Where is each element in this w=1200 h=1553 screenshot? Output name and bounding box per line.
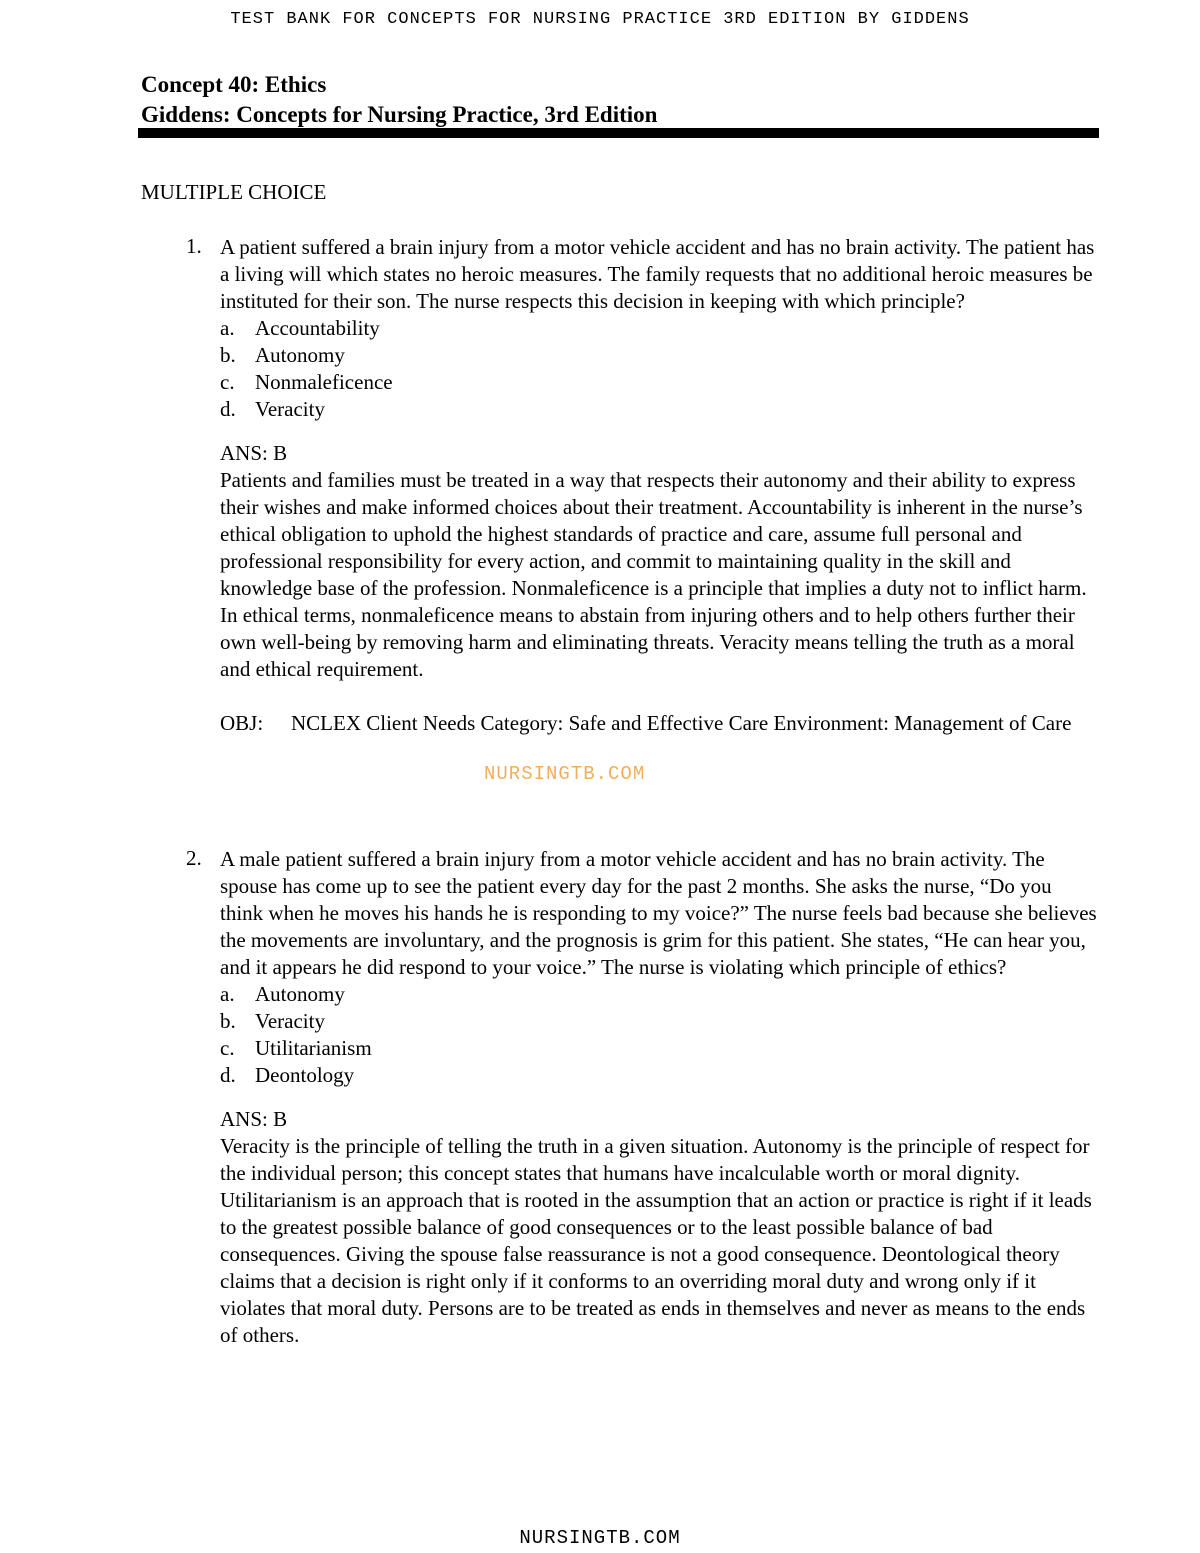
running-header: TEST BANK FOR CONCEPTS FOR NURSING PRACTICE 3RD EDITION BY GIDDENS xyxy=(230,10,970,29)
section-title: MULTIPLE CHOICE xyxy=(141,180,327,204)
answer-key: ANS: B xyxy=(220,1107,288,1131)
footer-watermark: NURSINGTB.COM xyxy=(519,1527,681,1549)
option-text: Veracity xyxy=(255,397,325,421)
question-stem: A male patient suffered a brain injury from a motor vehicle accident and has no brain activity. The spouse has come up to see the patient every day for the past 2 months. She asks the nurse, “Do you think when he moves his hands he is responding to my voice?” The nurse feels bad because she believes the movements are involuntary, and the prognosis is grim for this patient. She states, “He can hear you, and it appears he did respond to your voice.” The nurse is violating which principle of ethics? xyxy=(220,847,1097,979)
objective-text: NCLEX Client Needs Category: Safe and Effective Care Environment: Management of Care xyxy=(291,711,1072,735)
option-item xyxy=(220,1008,1100,1035)
option-item xyxy=(220,1062,1100,1089)
answer-rationale: Veracity is the principle of telling the truth in a given situation. Autonomy is the principle of respect for the individual person; this concept states that humans have incalculable worth or moral dignity. Utilitarianism is an approach that is rooted in the assumption that an action or practice is right if it leads to the greatest possible balance of good consequences or to the least possible balance of bad consequences. Giving the spouse false reassurance is not a good consequence. Deontological theory claims that a decision is right only if it conforms to an overriding moral duty and wrong only if it violates that moral duty. Persons are to be treated as ends in themselves and never as means to the ends of others. xyxy=(220,1134,1092,1347)
option-letter: b. xyxy=(220,1009,236,1033)
option-item xyxy=(220,369,1100,396)
option-letter: d. xyxy=(220,1063,236,1087)
option-letter: a. xyxy=(220,316,235,340)
option-item xyxy=(220,315,1100,342)
option-item xyxy=(220,981,1100,1008)
answer-options xyxy=(220,981,1100,1089)
objective xyxy=(220,710,1100,737)
question-1 xyxy=(220,234,1100,737)
option-text: Accountability xyxy=(255,316,380,340)
option-letter: d. xyxy=(220,397,236,421)
book-title: Giddens: Concepts for Nursing Practice, 3rd Edition xyxy=(141,102,658,127)
option-text: Utilitarianism xyxy=(255,1036,372,1060)
document-title xyxy=(141,70,657,130)
option-letter: c. xyxy=(220,1036,235,1060)
option-item xyxy=(220,396,1100,423)
option-letter: c. xyxy=(220,370,235,394)
answer-options xyxy=(220,315,1100,423)
concept-title: Concept 40: Ethics xyxy=(141,72,327,97)
option-item xyxy=(220,1035,1100,1062)
answer-key: ANS: B xyxy=(220,441,288,465)
option-text: Autonomy xyxy=(255,343,345,367)
question-number: 2. xyxy=(186,846,202,870)
question-number: 1. xyxy=(186,234,202,258)
option-text: Autonomy xyxy=(255,982,345,1006)
option-letter: b. xyxy=(220,343,236,367)
question-2 xyxy=(220,846,1100,1349)
option-text: Nonmaleficence xyxy=(255,370,393,394)
option-letter: a. xyxy=(220,982,235,1006)
answer-rationale: Patients and families must be treated in a way that respects their autonomy and their ability to express their wishes and make informed choices about their treatment. Accountability is inherent in the nurse’s ethical obligation to uphold the highest standards of practice and care, assume full personal and professional responsibility for every action, and commit to maintaining quality in the skill and knowledge base of the profession. Nonmaleficence is a principle that implies a duty not to inflict harm. In ethical terms, nonmaleficence means to abstain from injuring others and to help others further their own well-being by removing harm and eliminating threats. Veracity means telling the truth as a moral and ethical requirement. xyxy=(220,468,1087,681)
question-stem: A patient suffered a brain injury from a motor vehicle accident and has no brain activity. The patient has a living will which states no heroic measures. The family requests that no additional heroic measures be instituted for their son. The nurse respects this decision in keeping with which principle? xyxy=(220,235,1095,313)
objective-label: OBJ: xyxy=(220,711,264,735)
option-item xyxy=(220,342,1100,369)
option-text: Veracity xyxy=(255,1009,325,1033)
option-text: Deontology xyxy=(255,1063,355,1087)
watermark: NURSINGTB.COM xyxy=(484,763,646,785)
title-divider xyxy=(138,128,1099,138)
